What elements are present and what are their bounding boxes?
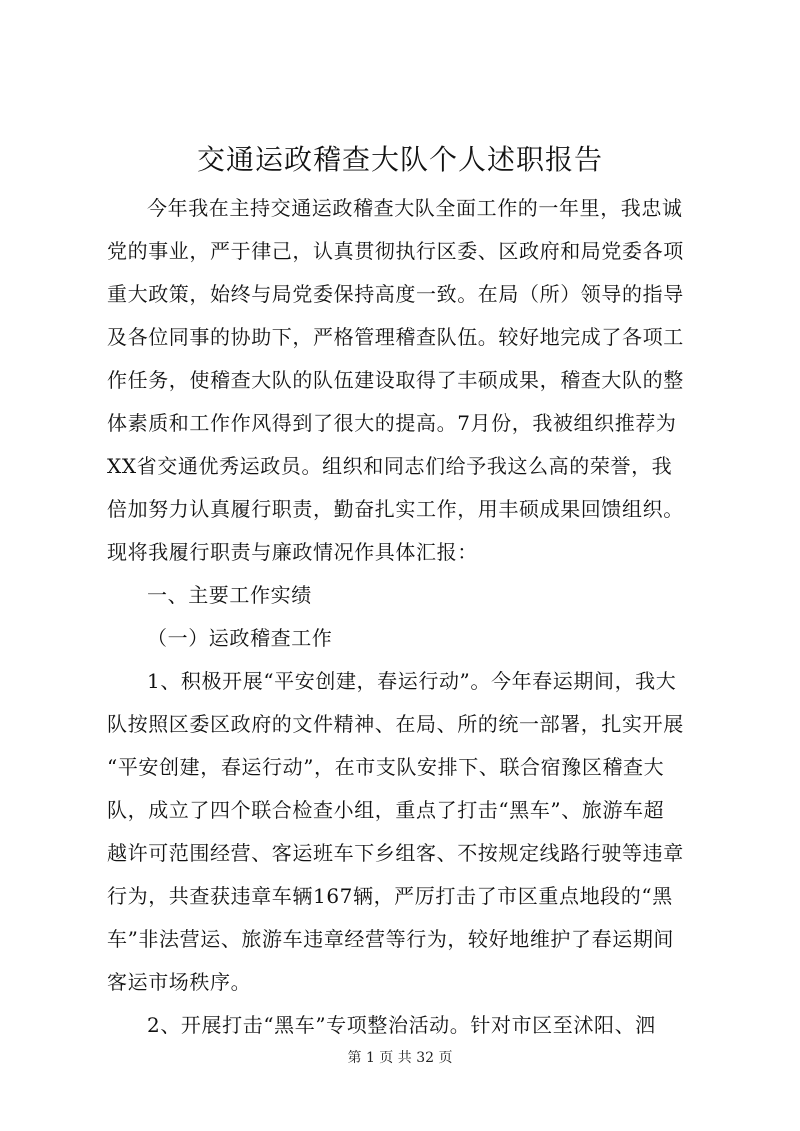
paragraph-line: 体素质和工作作风得到了很大的提高。7月份，我被组织推荐为 — [107, 411, 677, 435]
paragraph-line: 及各位同事的协助下，严格管理稽查队伍。较好地完成了各项工 — [107, 325, 684, 349]
page-footer: 第 1 页 共 32 页 — [347, 1050, 453, 1066]
section-heading: 一、主要工作实绩 — [147, 583, 312, 607]
paragraph-line: XX省交通优秀运政员。组织和同志们给予我这么高的荣誉，我 — [107, 454, 673, 478]
paragraph-line: 今年我在主持交通运政稽查大队全面工作的一年里，我忠诚 — [147, 196, 683, 220]
paragraph-line: 倍加努力认真履行职责，勤奋扎实工作，用丰硕成果回馈组织。 — [107, 497, 684, 521]
document-body — [107, 187, 707, 1047]
paragraph-line: 队，成立了四个联合检查小组，重点了打击“黑车”、旅游车超 — [107, 798, 665, 822]
paragraph-line: 车”非法营运、旅游车违章经营等行为，较好地维护了春运期间 — [107, 927, 675, 951]
document-title: 交通运政稽查大队个人述职报告 — [196, 143, 603, 176]
paragraph-line: 作任务，使稽查大队的队伍建设取得了丰硕成果，稽查大队的整 — [107, 368, 684, 392]
paragraph-line: “平安创建，春运行动”，在市支队安排下、联合宿豫区稽查大 — [107, 755, 665, 779]
paragraph-line: 队按照区委区政府的文件精神、在局、所的统一部署，扎实开展 — [107, 712, 684, 736]
paragraph-line: 党的事业，严于律己，认真贯彻执行区委、区政府和局党委各项 — [107, 239, 684, 263]
paragraph-line: 客运市场秩序。 — [107, 970, 252, 994]
paragraph-line: 现将我履行职责与廉政情况作具体汇报： — [107, 540, 478, 564]
paragraph-line: 行为，共查获违章车辆167辆，严厉打击了市区重点地段的“黑 — [107, 884, 673, 908]
paragraph-line: 越许可范围经营、客运班车下乡组客、不按规定线路行驶等违章 — [107, 841, 684, 865]
paragraph-line: 2、开展打击“黑车”专项整治活动。针对市区至沭阳、泗 — [147, 1013, 656, 1037]
paragraph-line: 1、积极开展“平安创建，春运行动”。今年春运期间，我大 — [147, 669, 677, 693]
paragraph-line: 重大政策，始终与局党委保持高度一致。在局（所）领导的指导 — [107, 282, 684, 306]
subsection-heading: （一）运政稽查工作 — [147, 626, 333, 650]
